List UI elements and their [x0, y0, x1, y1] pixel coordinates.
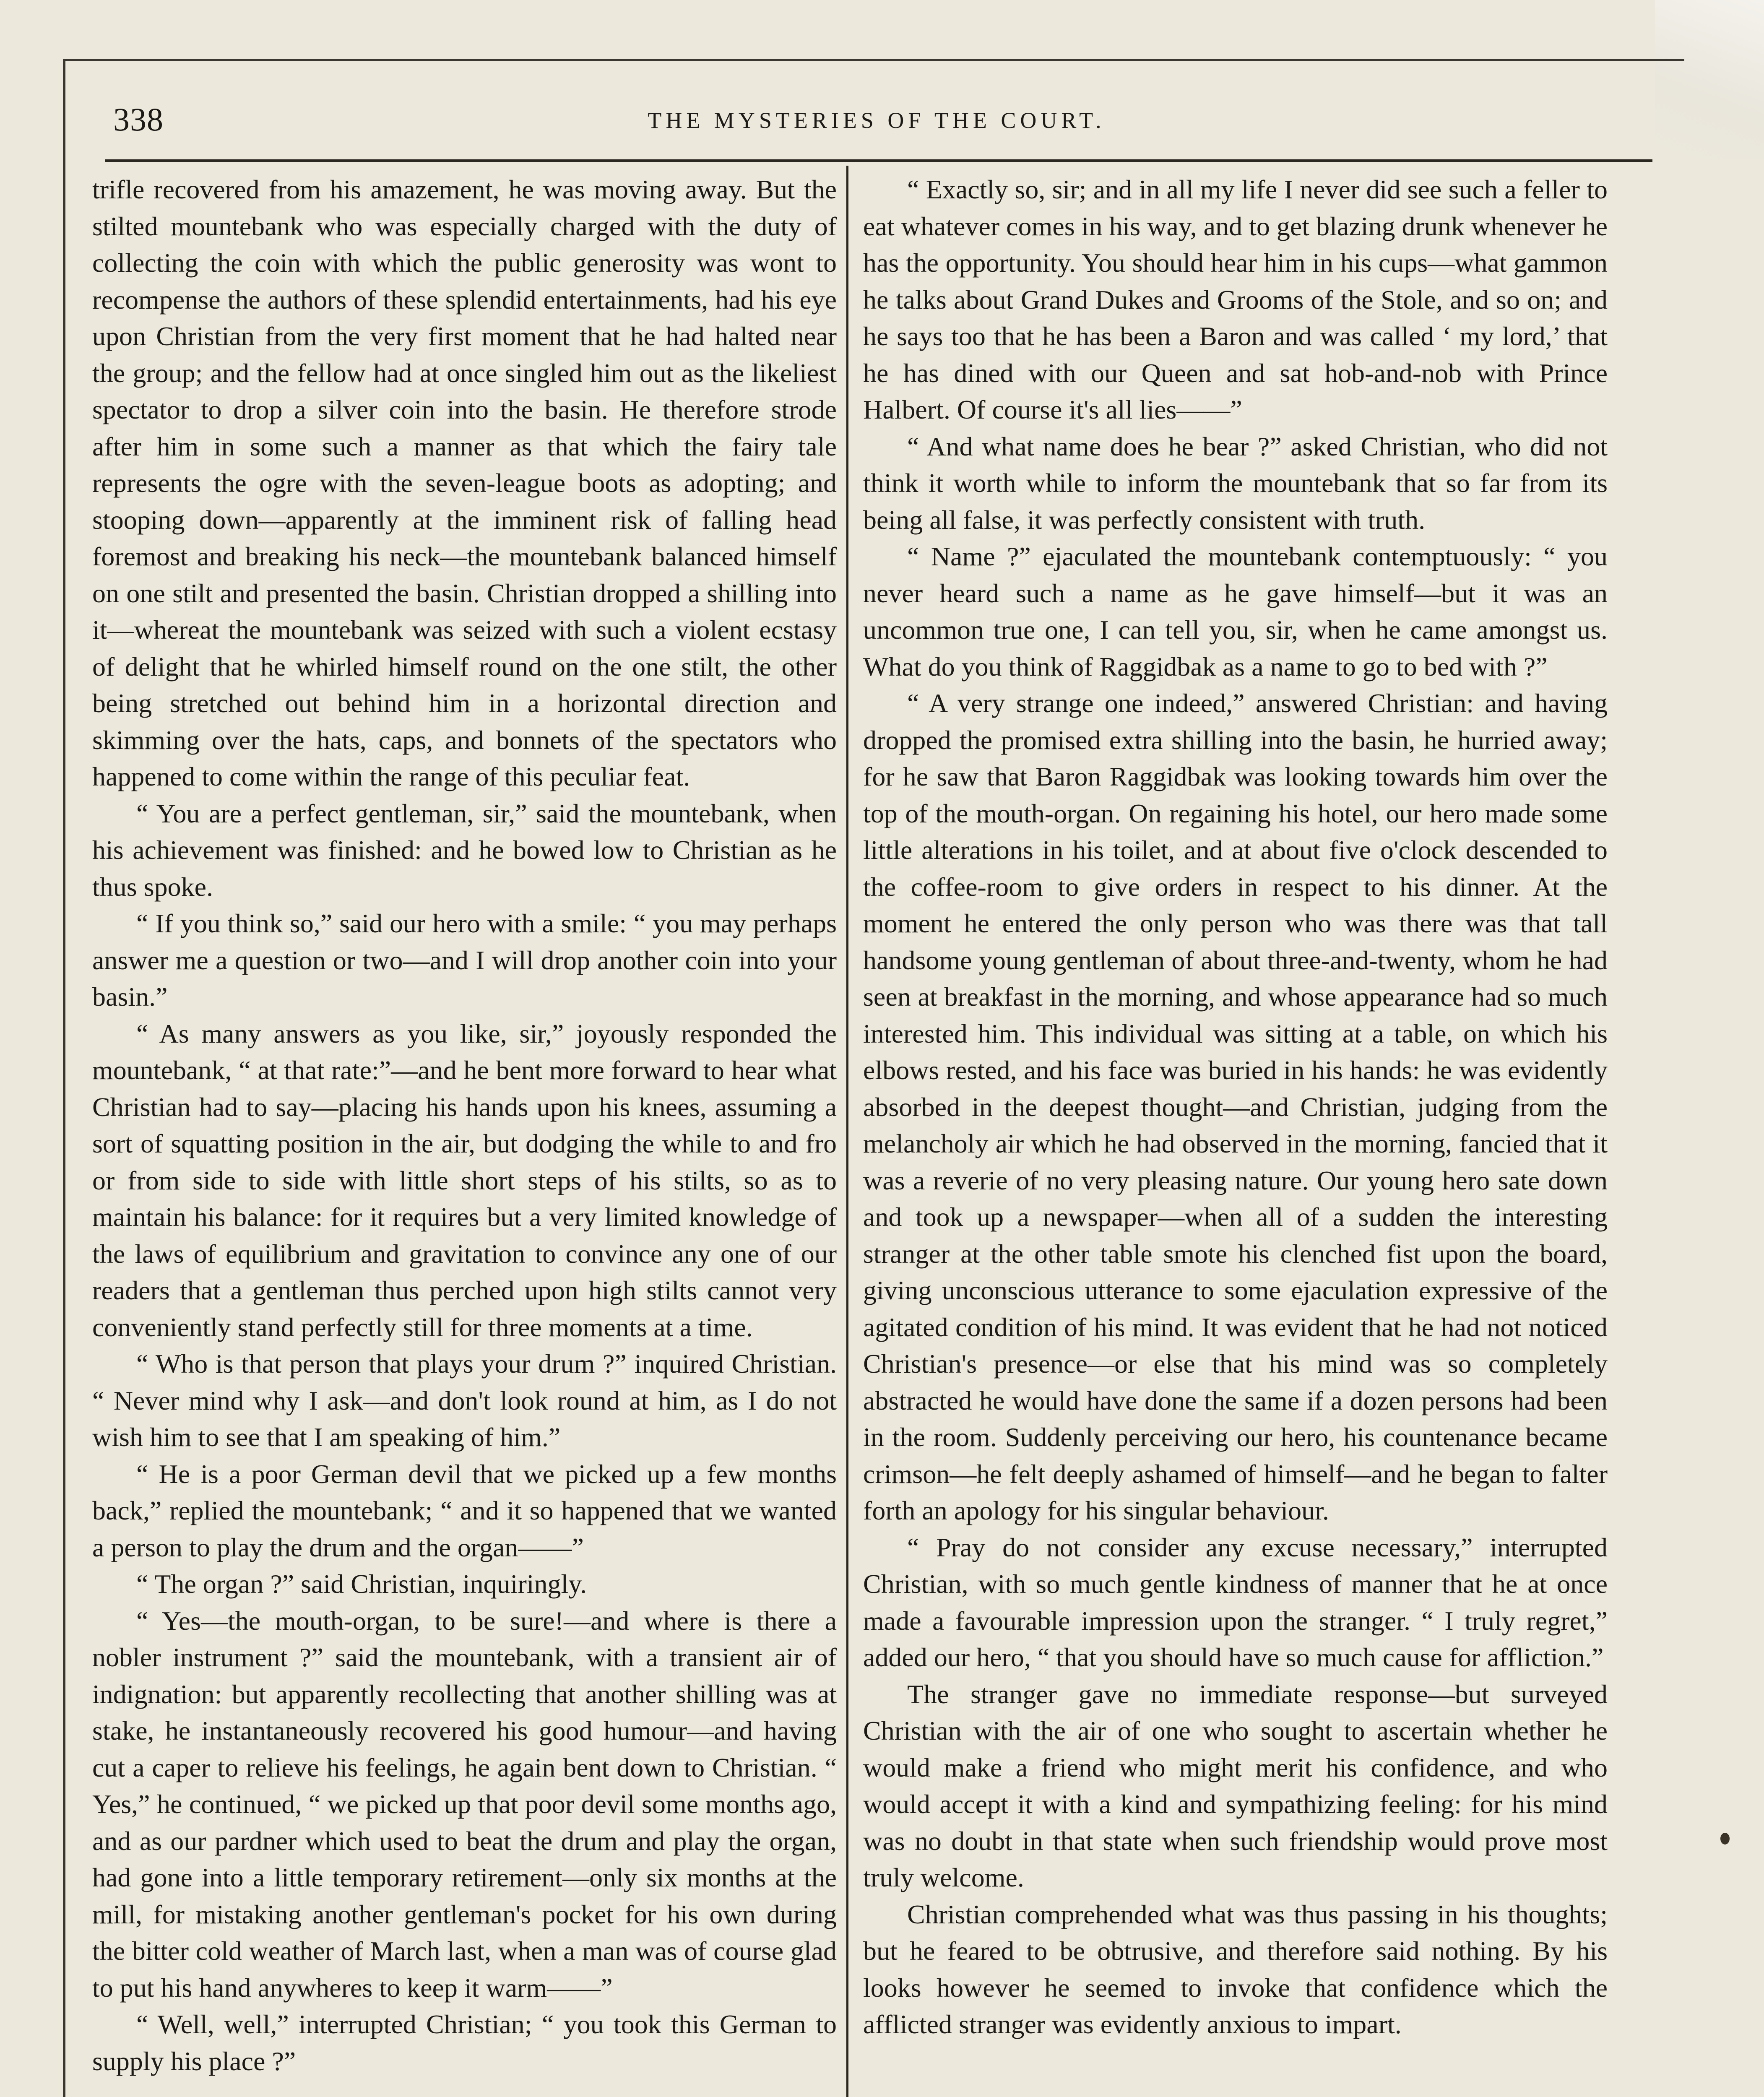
paragraph: Christian comprehended what was thus passing in his thoughts; but he feared to be obtrusive, and therefore said nothing. By his looks however he seemed to invoke that confidence which the afflicted stranger was evidently anxious to impart.	[863, 1899, 1608, 2039]
paragraph: “ Name ?” ejaculated the mountebank contemptuously: “ you never heard such a name as he gave himself—but it was an uncommon true one, I can tell you, sir, when he came amongst us. What do you think of Raggidbak as a name to go to bed with ?”	[863, 541, 1608, 682]
paragraph: “ As many answers as you like, sir,” joyously responded the mountebank, “ at that rate:”—and he bent more forward to hear what Christian had to say—placing his hands upon his knees, assuming a sort of squatting position in the air, but dodging the while to and fro or from side to side with little short steps of his stilts, so as to maintain his balance: for it requires but a very limited knowledge of the laws of equilibrium and gravitation to convince any one of our readers that a gentleman thus perched upon high stilts cannot very conveniently stand perfectly still for three moments at a time.	[92, 1018, 837, 1342]
page-number: 338	[113, 101, 164, 138]
paragraph: “ If you think so,” said our hero with a smile: “ you may perhaps answer me a question or two—and I will drop another coin into your basin.”	[92, 908, 837, 1012]
ink-spot	[1720, 1833, 1730, 1845]
running-title: THE MYSTERIES OF THE COURT.	[648, 108, 1106, 133]
right-column	[863, 171, 1608, 2097]
left-column	[92, 171, 837, 2097]
header-rule	[105, 159, 1652, 162]
paragraph: “ The organ ?” said Christian, inquiringly.	[136, 1569, 587, 1599]
paragraph: “ A very strange one indeed,” answered Christian: and having dropped the promised extra shilling into the basin, he hurried away; for he saw that Baron Raggidbak was looking towards him over the top of the mouth-organ. On regaining his hotel, our hero made some little alterations in his toilet, and at about five o'clock descended to the coffee-room to give orders in respect to his dinner. At the moment he entered the only person who was there was that tall handsome young gentleman of about three-and-twenty, whom he had seen at breakfast in the morning, and whose appearance had so much interested him. This individual was sitting at a table, on which his elbows rested, and his face was buried in his hands: he was evidently absorbed in the deepest thought—and Christian, judging from the melancholy air which he had observed in the morning, fancied that it was a reverie of no very pleasing nature. Our young hero sate down and took up a newspaper—when all of a sudden the interesting stranger at the other table smote his clenched fist upon the board, giving unconscious utterance to some ejaculation expressive of the agitated condition of his mind. It was evident that he had not noticed Christian's presence—or else that his mind was so completely abstracted he would have done the same if a dozen persons had been in the room. Suddenly perceiving our hero, his countenance became crimson—he felt deeply ashamed of himself—and he began to falter forth an apology for his singular behaviour.	[863, 688, 1608, 1525]
paragraph: “ Yes—the mouth-organ, to be sure!—and where is there a nobler instrument ?” said the mountebank, with a transient air of indignation: but apparently recollecting that another shilling was at stake, he instantaneously recovered his good humour—and having cut a caper to relieve his feelings, he again bent down to Christian. “ Yes,” he continued, “ we picked up that poor devil some months ago, and as our pardner which used to beat the drum and play the organ, had gone into a little temporary retirement—only six months at the mill, for mistaking another gentleman's pocket for his own during the bitter cold weather of March last, when a man was of course glad to put his hand anywheres to keep it warm——”	[92, 1605, 837, 2003]
paragraph: trifle recovered from his amazement, he was moving away. But the stilted mountebank who was especially charged with the duty of collecting the coin with which the public generosity was wont to recompense the authors of these splendid entertainments, had his eye upon Christian from the very first moment that he had halted near the group; and the fellow had at once singled him out as the likeliest spectator to drop a silver coin into the basin. He therefore strode after him in some such a manner as that which the fairy tale represents the ogre with the seven-league boots as adopting; and stooping down—apparently at the imminent risk of falling head foremost and breaking his neck—the mountebank balanced himself on one stilt and presented the basin. Christian dropped a shilling into it—whereat the mountebank was seized with such a violent ecstasy of delight that he whirled himself round on the one stilt, the other being stretched out behind him in a horizontal direction and skimming over the hats, caps, and bonnets of the spectators who happened to come within the range of this peculiar feat.	[92, 174, 837, 791]
paragraph: The stranger gave no immediate response—but surveyed Christian with the air of one who sought to ascertain whether he would make a friend who might merit his confidence, and who would accept it with a kind and sympathizing feeling: for his mind was no doubt in that state when such friendship would prove most truly welcome.	[863, 1679, 1608, 1892]
paragraph: “ Who is that person that plays your drum ?” inquired Christian. “ Never mind why I ask—and don't look round at him, as I do not wish him to see that I am speaking of him.”	[92, 1349, 837, 1452]
paragraph: “ You are a perfect gentleman, sir,” said the mountebank, when his achievement was finished: and he bowed low to Christian as he thus spoke.	[92, 798, 837, 902]
page-header	[113, 101, 1640, 151]
paragraph: “ Exactly so, sir; and in all my life I never did see such a feller to eat whatever comes in his way, and to get blazing drunk whenever he has the opportunity. You should hear him in his cups—what gammon he talks about Grand Dukes and Grooms of the Stole, and so on; and he says too that he has been a Baron and was called ‘ my lord,’ that he has dined with our Queen and sat hob-and-nob with Prince Halbert. Of course it's all lies——”	[863, 174, 1608, 424]
paragraph: “ Well, well,” interrupted Christian; “ you took this German to supply his place ?”	[92, 2009, 837, 2076]
paragraph: “ He is a poor German devil that we picked up a few months back,” replied the mountebank; “ and it so happened that we wanted a person to play the drum and the organ——”	[92, 1459, 837, 1562]
paragraph: “ Pray do not consider any excuse necessary,” interrupted Christian, with so much gentle kindness of manner that he at once made a favourable impression upon the stranger. “ I truly regret,” added our hero, “ that you should have so much cause for affliction.”	[863, 1532, 1608, 1672]
paragraph: “ And what name does he bear ?” asked Christian, who did not think it worth while to inform the mountebank that so far from its being all false, it was perfectly consistent with truth.	[863, 431, 1608, 535]
column-divider	[846, 166, 848, 2097]
